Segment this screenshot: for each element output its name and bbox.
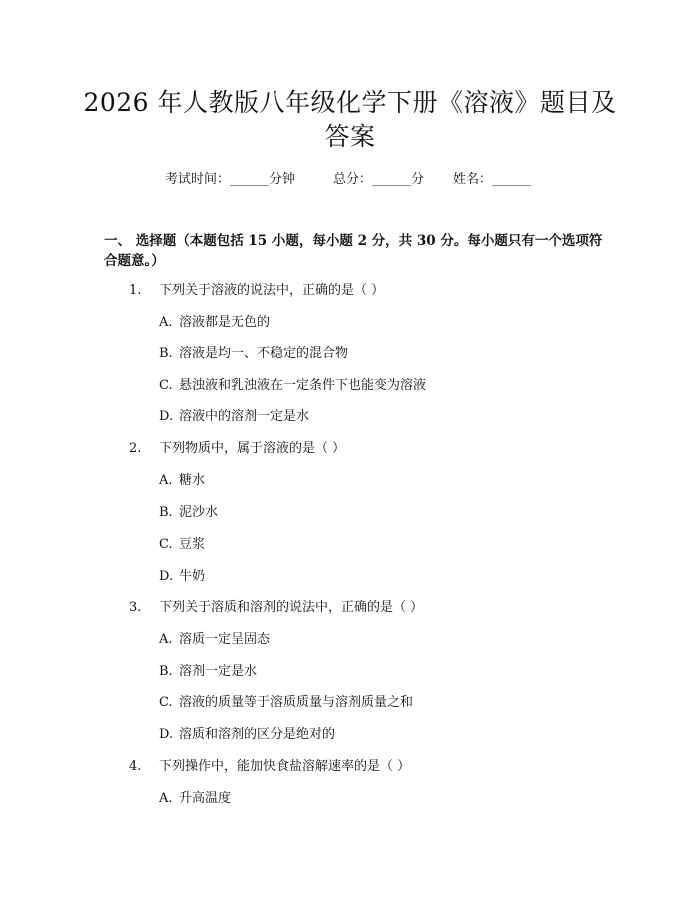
option-text: 糖水 (179, 473, 206, 488)
option-text: 溶剂一定是水 (179, 664, 258, 679)
option-text: 溶质和溶剂的区分是绝对的 (179, 727, 336, 742)
question-text: 下列关于溶质和溶剂的说法中，正确的是（ ） (159, 600, 424, 615)
option-text: 牛奶 (179, 569, 206, 584)
option-letter: C. (159, 378, 173, 393)
option-letter: C. (159, 695, 173, 710)
option-letter: B. (159, 346, 173, 361)
question-number: 4. (129, 759, 142, 774)
option-text: 溶液是均一、不稳定的混合物 (179, 346, 349, 361)
option-text: 溶液中的溶剂一定是水 (179, 409, 310, 424)
option-text: 豆浆 (179, 537, 206, 552)
option-letter: A. (159, 632, 173, 647)
option-letter: C. (159, 537, 173, 552)
section-heading-multiple-choice: 一、 选择题（本题包括 15 小题，每小题 2 分，共 30 分。每小题只有一个选项符合题意。） (104, 233, 603, 269)
option-text: 泥沙水 (179, 505, 219, 520)
student-name-field: 姓名：______ (453, 172, 532, 187)
option-letter: D. (159, 409, 174, 424)
document-title: 2026 年人教版八年级化学下册《溶液》题目及答案 (83, 88, 617, 151)
option-letter: A. (159, 473, 173, 488)
option-text: 升高温度 (179, 791, 232, 806)
question-text: 下列操作中，能加快食盐溶解速率的是（ ） (159, 759, 411, 774)
option-letter: B. (159, 664, 173, 679)
question-number: 2. (129, 441, 142, 456)
option-letter: A. (159, 315, 173, 330)
question-text: 下列物质中，属于溶液的是（ ） (159, 441, 346, 456)
option-text: 溶质一定呈固态 (179, 632, 271, 647)
option-text: 悬浊液和乳浊液在一定条件下也能变为溶液 (179, 378, 427, 393)
option-letter: B. (159, 505, 173, 520)
option-text: 溶液的质量等于溶质质量与溶剂质量之和 (179, 695, 414, 710)
question-number: 1. (129, 283, 142, 298)
exam-meta-line (0, 171, 700, 189)
option-letter: D. (159, 569, 174, 584)
question-text: 下列关于溶液的说法中，正确的是（ ） (159, 283, 385, 298)
question-number: 3. (129, 600, 142, 615)
option-letter: D. (159, 727, 174, 742)
option-letter: A. (159, 791, 173, 806)
option-text: 溶液都是无色的 (179, 315, 271, 330)
exam-time-field: 考试时间：______分钟 (165, 172, 296, 187)
total-score-field: 总分：______分 (333, 172, 425, 187)
